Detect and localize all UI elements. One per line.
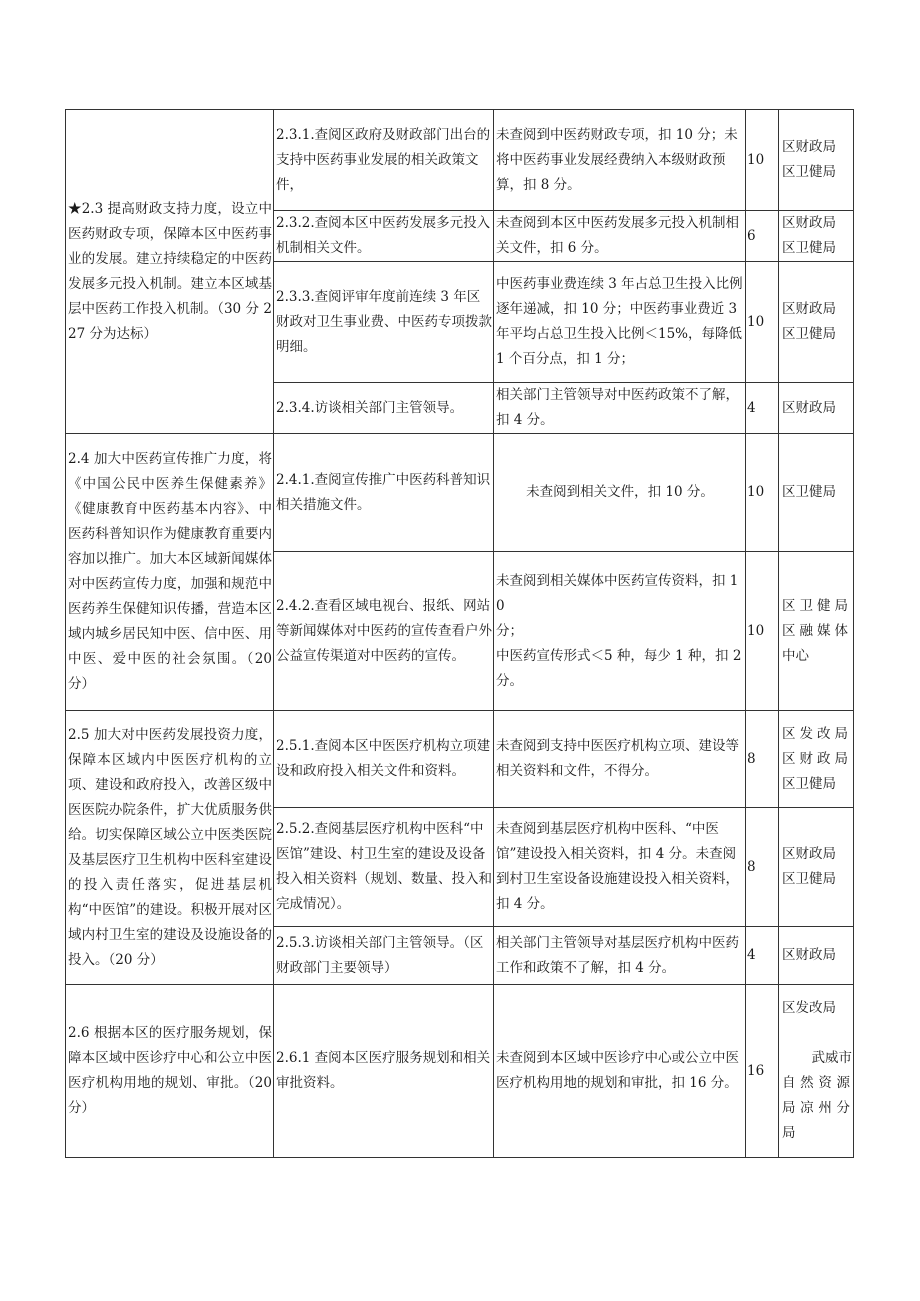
department-cell [779, 383, 854, 434]
standard-cell: 2.4 加大中医药宣传推广力度，将《中国公民中医养生保健素养》《健康教育中医药基本内容》、中医药科普知识作为健康教育重要内容加以推广。加大本区域新闻媒体对中医药宣传力度，加强和规范中医药养生保健知识传播，营造本区域内城乡居民知中医、信中医、用中医、爱中医的社会氛围。（20 分） [66, 434, 274, 711]
score-cell: 10 [746, 110, 779, 211]
score-cell: 10 [746, 552, 779, 711]
method-cell: 2.5.1.查阅本区中医医疗机构立项建设和政府投入相关文件和资料。 [274, 711, 494, 808]
criteria-cell [494, 552, 746, 711]
department-name: 区发改局 [782, 725, 848, 742]
table-row [66, 711, 854, 808]
criteria-cell: 未查阅到本区中医药发展多元投入机制相关文件，扣 6 分。 [494, 211, 746, 262]
department-cell [779, 262, 854, 383]
method-cell: 2.4.2.查看区域电视台、报纸、网站等新闻媒体对中医药的宣传查看户外公益宣传渠道对中医药的宣传。 [274, 552, 494, 711]
method-cell: 2.3.4.访谈相关部门主管领导。 [274, 383, 494, 434]
score-cell: 8 [746, 711, 779, 808]
method-cell: 2.3.3.查阅评审年度前连续 3 年区财政对卫生事业费、中医药专项拨款明细。 [274, 262, 494, 383]
department-cell [779, 927, 854, 985]
department-name: 区卫健局 [782, 871, 836, 887]
department-name: 区财政局 [782, 139, 836, 155]
criteria-line: 中医药宣传形式＜5 种，每少 1 种，扣 2 分。 [496, 647, 742, 689]
method-cell: 2.5.3.访谈相关部门主管领导。（区财政部门主要领导） [274, 927, 494, 985]
score-cell: 6 [746, 211, 779, 262]
department-cell [779, 211, 854, 262]
department-cell [779, 711, 854, 808]
score-cell: 4 [746, 927, 779, 985]
standard-cell: 2.5 加大对中医药发展投资力度，保障本区域内中医医疗机构的立项、建设和政府投入，改善区级中医医院办院条件，扩大优质服务供给。切实保障区域公立中医类医院及基层医疗卫生机构中医科室建设的投入责任落实，促进基层机构“中医馆”的建设。积极开展对区域内村卫生室的建设及设施设备的投入。（20 分） [66, 711, 274, 985]
score-cell: 10 [746, 262, 779, 383]
department-name: 区卫健局 [782, 597, 848, 614]
department-name: 区卫健局 [782, 240, 836, 256]
department-name: 区财政局 [782, 846, 836, 862]
department-cell [779, 434, 854, 552]
criteria-cell: 相关部门主管领导对中医药政策不了解，扣 4 分。 [494, 383, 746, 434]
department-name: 区财政局 [782, 215, 836, 231]
score-cell: 8 [746, 808, 779, 927]
department-cell [779, 808, 854, 927]
department-name: 局凉州分 [782, 1100, 850, 1116]
department-name: 区发改局 [782, 1000, 836, 1016]
table-row [66, 110, 854, 211]
method-cell: 2.6.1 查阅本区医疗服务规划和相关审批资料。 [274, 985, 494, 1158]
criteria-cell: 未查阅到相关文件，扣 10 分。 [494, 434, 746, 552]
criteria-cell: 未查阅到基层医疗机构中医科、“中医馆”建设投入相关资料，扣 4 分。未查阅到村卫生室设备设施建设投入相关资料，扣 4 分。 [494, 808, 746, 927]
department-name: 区卫健局 [782, 775, 836, 792]
standard-cell: ★2.3 提高财政支持力度，设立中医药财政专项，保障本区中医药事业的发展。建立持续稳定的中医药发展多元投入机制。建立本区域基层中医药工作投入机制。（30 分 227 分为达标） [66, 110, 274, 434]
score-cell: 16 [746, 985, 779, 1158]
method-cell: 2.3.1.查阅区政府及财政部门出台的支持中医药事业发展的相关政策文件， [274, 110, 494, 211]
department-name: 区卫健局 [782, 326, 836, 342]
department-cell [779, 110, 854, 211]
department-cell [779, 985, 854, 1158]
standard-cell: 2.6 根据本区的医疗服务规划，保障本区域中医诊疗中心和公立中医医疗机构用地的规划、审批。（20 分） [66, 985, 274, 1158]
score-cell: 4 [746, 383, 779, 434]
criteria-cell: 中医药事业费连续 3 年占总卫生投入比例逐年递减，扣 10 分；中医药事业费近 3 年平均占总卫生投入比例＜15%，每降低 1 个百分点，扣 1 分； [494, 262, 746, 383]
evaluation-table [65, 109, 854, 1158]
department-name: 区融媒体 [782, 622, 848, 639]
department-name: 区卫健局 [782, 164, 836, 180]
method-cell: 2.4.1.查阅宣传推广中医药科普知识相关措施文件。 [274, 434, 494, 552]
department-name: 区卫健局 [782, 484, 836, 500]
department-cell [779, 552, 854, 711]
department-name: 区财政局 [782, 399, 836, 416]
criteria-line: 分； [496, 622, 523, 639]
criteria-cell: 相关部门主管领导对基层医疗机构中医药工作和政策不了解，扣 4 分。 [494, 927, 746, 985]
criteria-cell: 未查阅到中医药财政专项，扣 10 分；未将中医药事业发展经费纳入本级财政预算，扣 8 分。 [494, 110, 746, 211]
department-name: 中心 [782, 647, 809, 664]
department-name: 武威市 [811, 1050, 852, 1066]
method-cell: 2.3.2.查阅本区中医药发展多元投入机制相关文件。 [274, 211, 494, 262]
table-row [66, 434, 854, 552]
criteria-line: 未查阅到相关媒体中医药宣传资料，扣 10 [496, 572, 739, 614]
department-name: 区财政局 [782, 947, 836, 963]
criteria-cell: 未查阅到支持中医医疗机构立项、建设等相关资料和文件，不得分。 [494, 711, 746, 808]
department-name: 区财政局 [782, 750, 848, 767]
method-cell: 2.5.2.查阅基层医疗机构中医科“中医馆”建设、村卫生室的建设及设备投入相关资料（规划、数量、投入和完成情况）。 [274, 808, 494, 927]
department-spacer [782, 1021, 852, 1046]
department-name: 局 [782, 1125, 796, 1141]
criteria-cell: 未查阅到本区域中医诊疗中心或公立中医医疗机构用地的规划和审批，扣 16 分。 [494, 985, 746, 1158]
department-name: 自然资源 [782, 1075, 850, 1091]
table-row [66, 985, 854, 1158]
score-cell: 10 [746, 434, 779, 552]
department-name: 区财政局 [782, 301, 836, 317]
